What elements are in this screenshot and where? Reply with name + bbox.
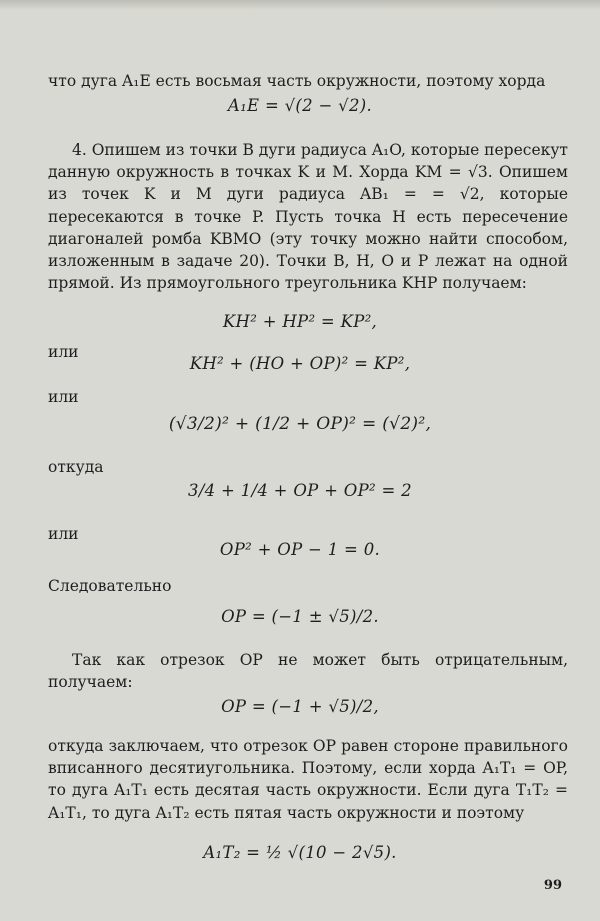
equation-roots: OP = (−1 ± √5)/2.: [221, 607, 379, 626]
word-ili-2: или: [48, 388, 79, 406]
equation-op: OP = (−1 + √5)/2,: [221, 697, 379, 716]
equation-expanded: KH² + (HO + OP)² = KP²,: [189, 354, 411, 373]
page-number: 99: [543, 878, 562, 893]
equation-quadratic: OP² + OP − 1 = 0.: [219, 540, 381, 559]
word-sledovatelno: Следовательно: [48, 577, 172, 595]
paragraph-positive: Так как отрезок OP не может быть отрицательным, получаем:: [48, 651, 568, 692]
equation-a1t2: A₁T₂ = ½ √(10 − 2√5).: [203, 843, 397, 862]
equation-substituted: (√3/2)² + (1/2 + OP)² = (√2)²,: [168, 414, 432, 434]
equation-a1e: A₁E = √(2 − √2).: [227, 96, 373, 115]
word-ili-3: или: [48, 525, 79, 543]
paragraph-conclusion: откуда заключаем, что отрезок OP равен стороне правильного вписанного десятиугольника. Поэтому, если хорда A₁T₁ = OP, то дуга A₁T₁ есть десятая часть окружности. Если дуга T₁T₂ = A₁T₁, то дуга A₁T₂ есть пятая часть окружности и поэтому: [48, 737, 568, 822]
equation-fractions: 3/4 + 1/4 + OP + OP² = 2: [188, 481, 412, 500]
paragraph-intro: что дуга A₁E есть восьмая часть окружности, поэтому хорда: [48, 72, 546, 90]
paragraph-step-4: 4. Опишем из точки B дуги радиуса A₁O, которые пересекут данную окружность в точках K и M. Хорда KM = √3. Опишем из точек K и M дуги радиуса AB₁ = = √2, которые пересекаются в точке P. Пусть точка H есть пересечение диагоналей ромба KBMO (эту точку можно найти способом, изложенным в задаче 20). Точки B, H, O и P лежат на одной прямой. Из прямоугольного треугольника KHP получаем:: [48, 141, 569, 293]
word-otkuda: откуда: [48, 458, 104, 476]
equation-pythagoras: KH² + HP² = KP²,: [222, 312, 378, 331]
word-ili-1: или: [48, 343, 79, 361]
